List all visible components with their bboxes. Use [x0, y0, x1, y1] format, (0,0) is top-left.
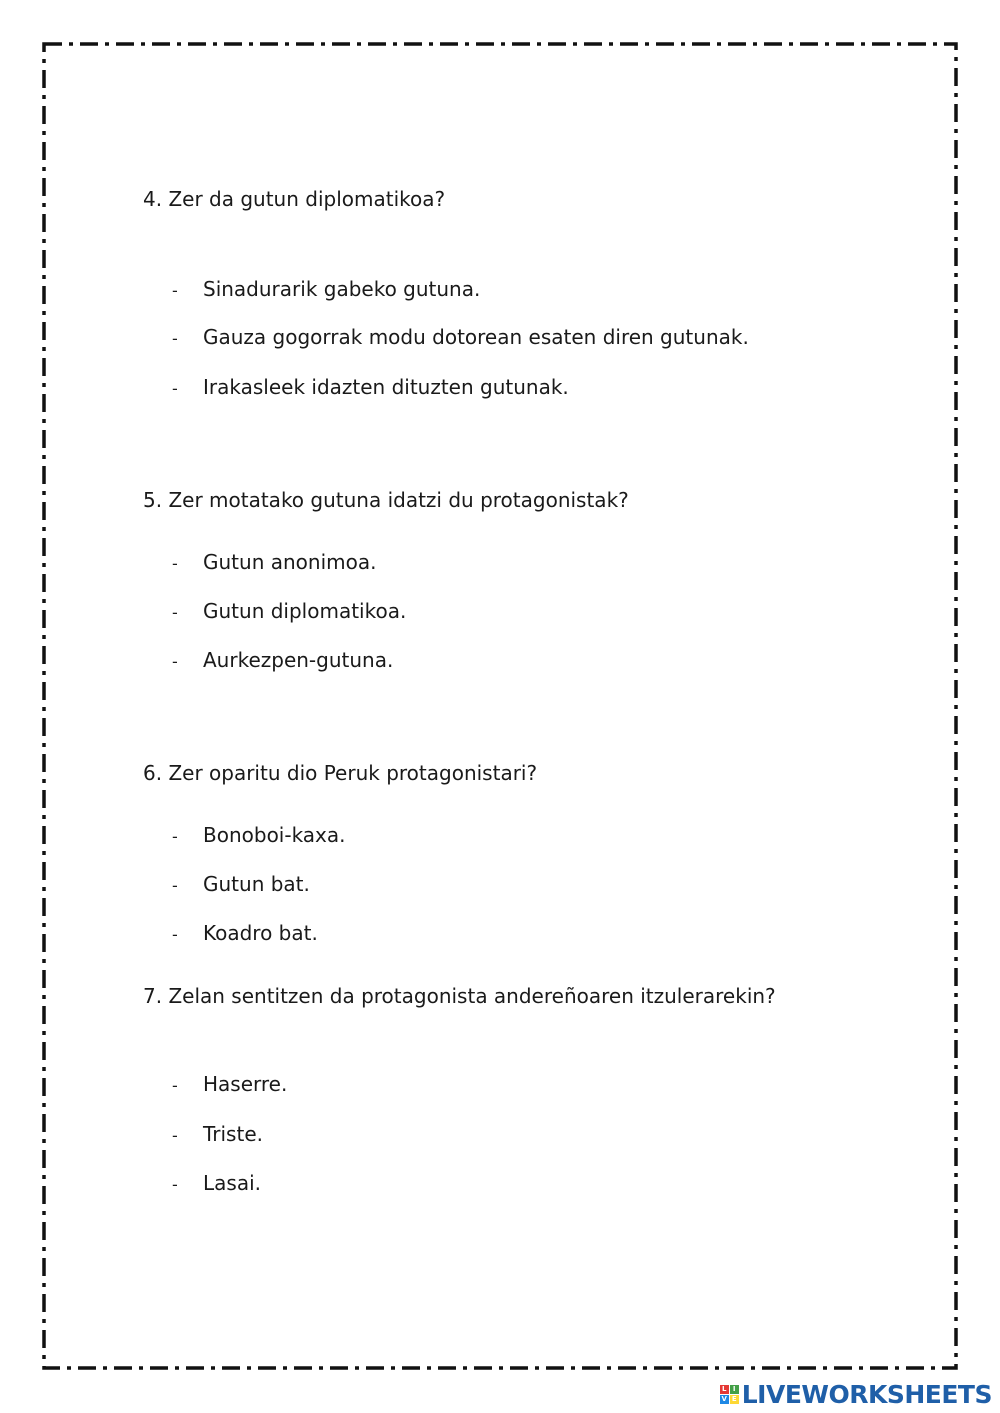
bullet-dash: -: [172, 1126, 178, 1145]
option-label: Aurkezpen-gutuna.: [203, 648, 394, 672]
option-6c[interactable]: [172, 921, 318, 947]
option-4a[interactable]: [172, 277, 480, 303]
option-7c[interactable]: [172, 1171, 261, 1197]
option-6b[interactable]: [172, 872, 310, 898]
option-5c[interactable]: [172, 648, 393, 674]
option-label: Irakasleek idazten dituzten gutunak.: [203, 375, 569, 399]
bullet-dash: -: [172, 554, 178, 573]
option-label: Gauza gogorrak modu dotorean esaten diren gutunak.: [203, 325, 749, 349]
option-label: Lasai.: [203, 1171, 261, 1195]
logo-icon: [720, 1385, 739, 1404]
option-label: Bonoboi-kaxa.: [203, 823, 346, 847]
logo-letter-l: L: [720, 1385, 729, 1394]
option-label: Triste.: [203, 1122, 263, 1146]
logo-letter-e: E: [730, 1395, 739, 1404]
bullet-dash: -: [172, 1175, 178, 1194]
option-5b[interactable]: [172, 599, 406, 625]
bullet-dash: -: [172, 876, 178, 895]
option-7a[interactable]: [172, 1072, 287, 1098]
logo-brand-text: LIVEWORKSHEETS: [741, 1379, 992, 1409]
question-5: 5. Zer motatako gutuna idatzi du protagonistak?: [143, 488, 629, 512]
option-4b[interactable]: [172, 325, 749, 351]
logo-letter-v: V: [721, 1394, 727, 1403]
bullet-dash: -: [172, 1076, 178, 1095]
question-7: 7. Zelan sentitzen da protagonista andereñoaren itzulerarekin?: [143, 984, 776, 1008]
liveworksheets-logo: [720, 1379, 992, 1409]
question-4: 4. Zer da gutun diplomatikoa?: [143, 187, 446, 211]
option-label: Gutun diplomatikoa.: [203, 599, 407, 623]
bullet-dash: -: [172, 329, 178, 348]
option-6a[interactable]: [172, 823, 346, 849]
option-label: Sinadurarik gabeko gutuna.: [203, 277, 481, 301]
bullet-dash: -: [172, 603, 178, 622]
option-label: Gutun anonimoa.: [203, 550, 377, 574]
option-label: Haserre.: [203, 1072, 288, 1096]
question-6: 6. Zer oparitu dio Peruk protagonistari?: [143, 761, 538, 785]
bullet-dash: -: [172, 925, 178, 944]
option-4c[interactable]: [172, 375, 569, 401]
bullet-dash: -: [172, 379, 178, 398]
option-5a[interactable]: [172, 550, 376, 576]
logo-letter-i: I: [730, 1385, 739, 1394]
bullet-dash: -: [172, 281, 178, 300]
bullet-dash: -: [172, 652, 178, 671]
option-label: Koadro bat.: [203, 921, 318, 945]
option-7b[interactable]: [172, 1122, 263, 1148]
option-label: Gutun bat.: [203, 872, 310, 896]
bullet-dash: -: [172, 827, 178, 846]
